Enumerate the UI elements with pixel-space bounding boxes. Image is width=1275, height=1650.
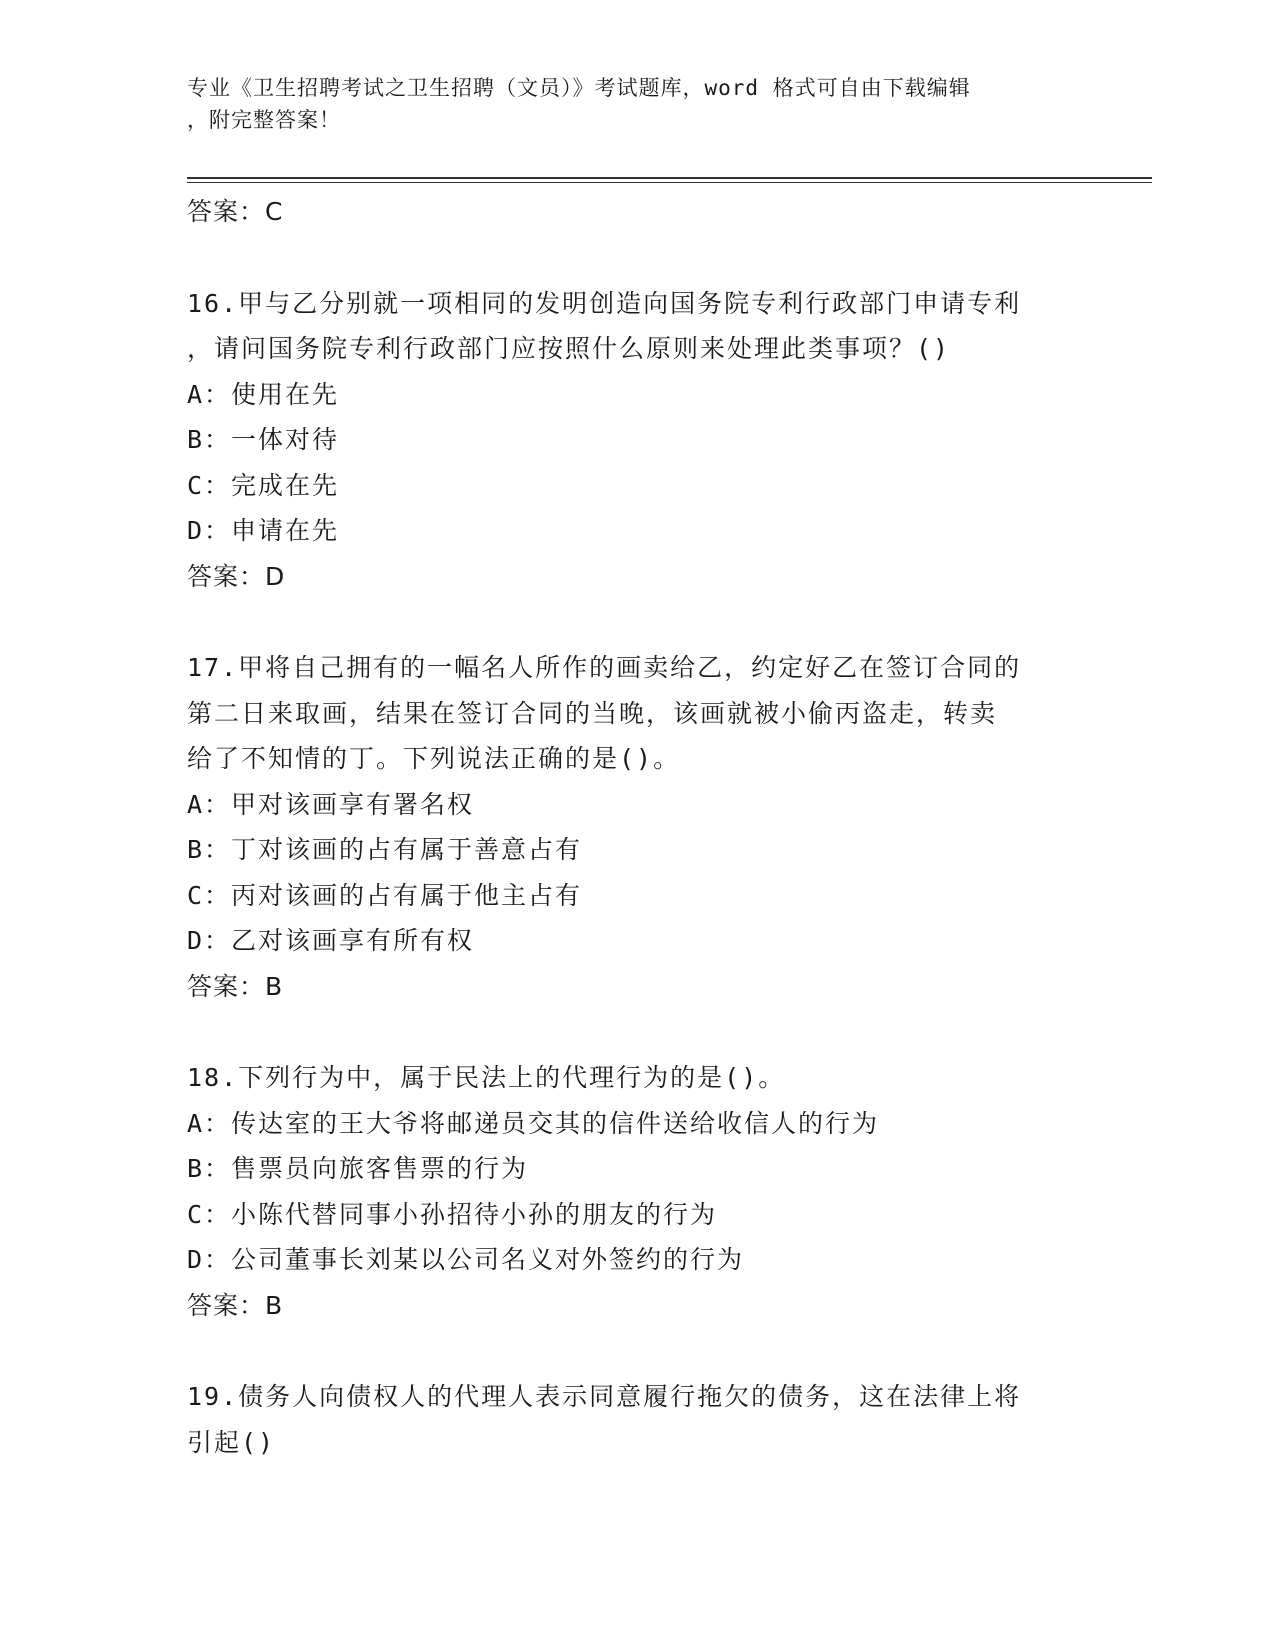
question-17 (187, 645, 1087, 1009)
option-d: D：公司董事长刘某以公司名义对外签约的行为 (187, 1245, 745, 1274)
header-line-1: 专业《卫生招聘考试之卫生招聘（文员）》考试题库，word 格式可自由下载编辑 (187, 76, 971, 100)
option-d: D：申请在先 (187, 516, 340, 545)
question-text-line: 17.甲将自己拥有的一幅名人所作的画卖给乙，约定好乙在签订合同的 (187, 653, 1022, 682)
option-c: C：完成在先 (187, 470, 340, 500)
option-c: C：小陈代替同事小孙招待小孙的朋友的行为 (187, 1199, 718, 1229)
question-18 (187, 1055, 1087, 1328)
header-rule-thick (187, 177, 1152, 179)
question-content (187, 189, 1087, 1465)
answer-line: 答案：D (187, 561, 286, 591)
header-line-2: ，附完整答案！ (187, 108, 341, 132)
option-c: C：丙对该画的占有属于他主占有 (187, 880, 583, 910)
answer-line: 答案：B (187, 971, 284, 1001)
question-text-line: ，请问国务院专利行政部门应按照什么原则来处理此类事项？() (187, 334, 951, 363)
option-a: A：传达室的王大爷将邮递员交其的信件送给收信人的行为 (187, 1108, 880, 1138)
previous-answer: 答案：C (187, 197, 284, 226)
option-d: D：乙对该画享有所有权 (187, 926, 475, 955)
question-text-line: 第二日来取画，结果在签订合同的当晚，该画就被小偷丙盗走，转卖 (187, 698, 998, 728)
option-b: B：售票员向旅客售票的行为 (187, 1154, 529, 1183)
question-text-line: 给了不知情的丁。下列说法正确的是()。 (187, 744, 681, 773)
option-a: A：甲对该画享有署名权 (187, 789, 475, 819)
question-text-line: 18.下列行为中，属于民法上的代理行为的是()。 (187, 1063, 786, 1092)
question-19 (187, 1374, 1087, 1465)
option-b: B：丁对该画的占有属于善意占有 (187, 835, 583, 864)
question-text-line: 引起() (187, 1427, 276, 1457)
document-header (187, 72, 1067, 136)
option-a: A：使用在先 (187, 379, 340, 409)
question-text-line: 16.甲与乙分别就一项相同的发明创造向国务院专利行政部门申请专利 (187, 288, 1022, 318)
header-rule-thin (187, 182, 1152, 183)
question-text-line: 19.债务人向债权人的代理人表示同意履行拖欠的债务，这在法律上将 (187, 1382, 1022, 1411)
answer-line: 答案：B (187, 1290, 284, 1320)
option-b: B：一体对待 (187, 425, 340, 454)
question-16 (187, 281, 1087, 600)
